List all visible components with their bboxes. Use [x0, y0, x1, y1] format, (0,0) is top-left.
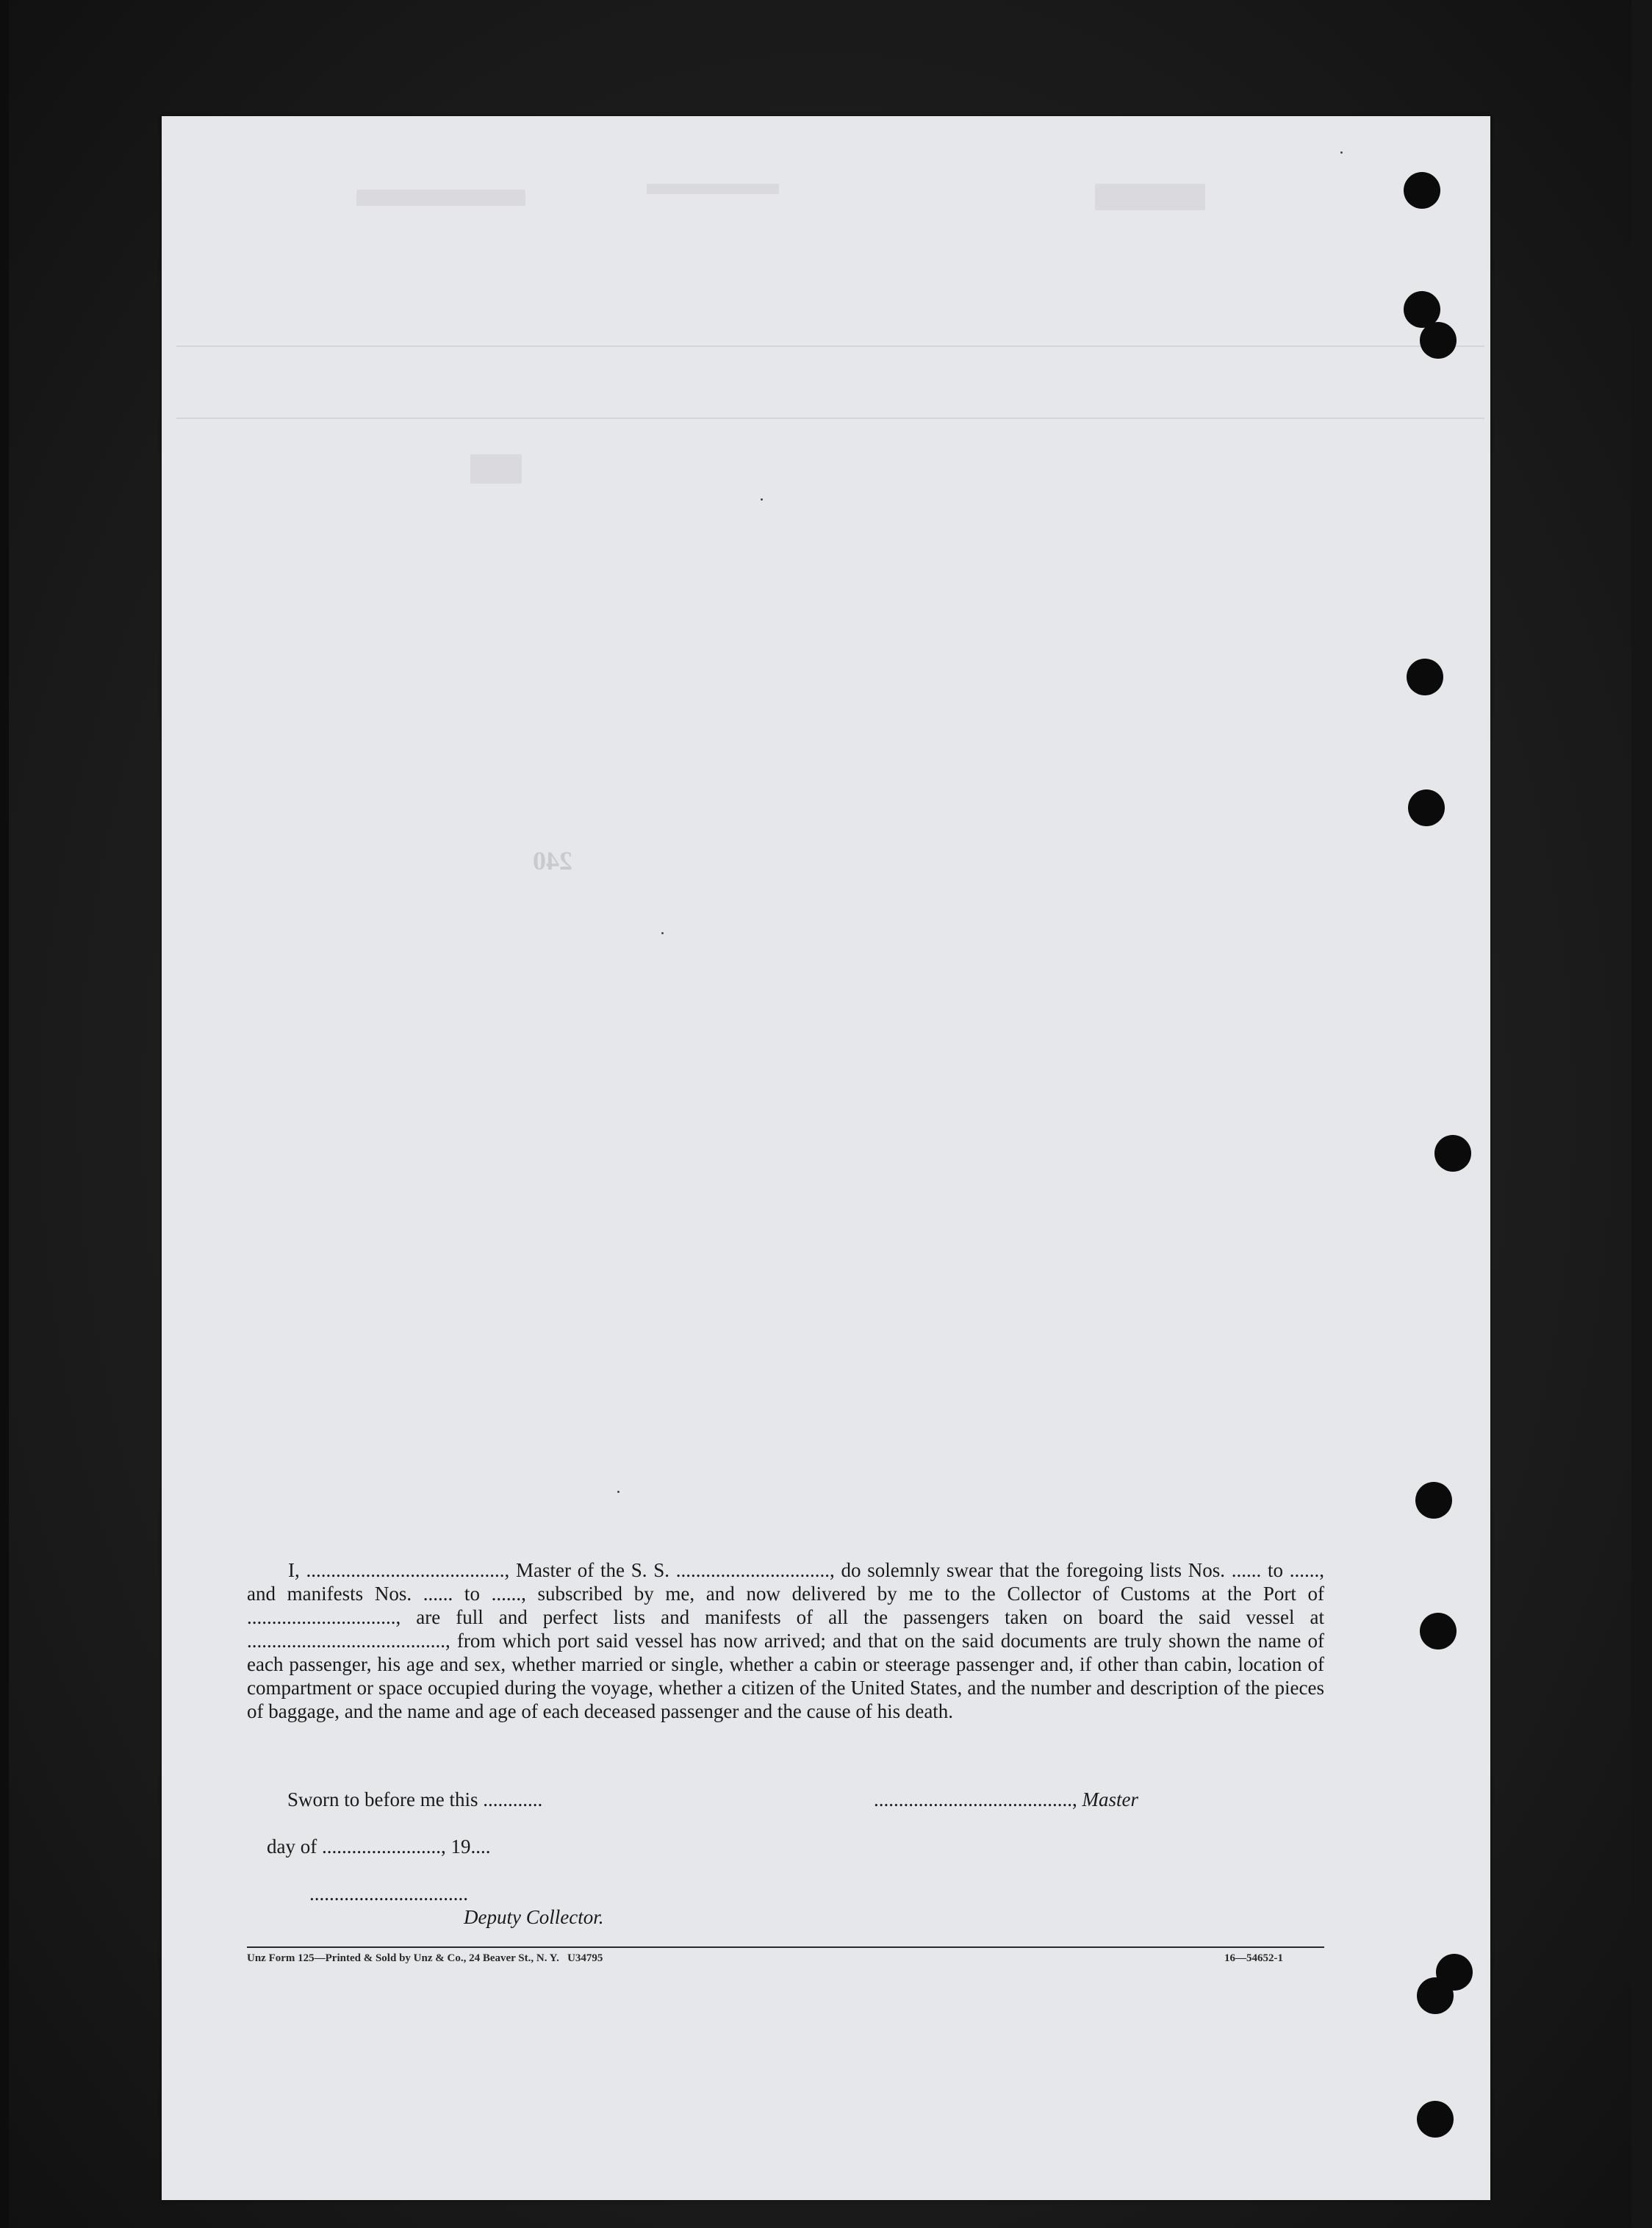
master-oath-declaration — [247, 1558, 1324, 1723]
bleed-through-mark — [356, 190, 525, 206]
speck — [617, 1491, 620, 1493]
film-edge-right — [1631, 0, 1652, 2228]
punch-hole — [1434, 1135, 1471, 1172]
bleed-through-mark — [470, 454, 522, 484]
punch-hole — [1408, 789, 1445, 826]
master-signature-dots: ........................................, — [874, 1788, 1082, 1810]
punch-hole — [1407, 659, 1443, 695]
printer-imprint: Unz Form 125—Printed & Sold by Unz & Co., 24 Beaver St., N. Y. U34795 — [247, 1952, 603, 1964]
punch-hole — [1415, 1482, 1452, 1519]
punch-hole — [1420, 1613, 1457, 1649]
punch-hole — [1420, 322, 1457, 359]
sworn-text: Sworn to before me this ............ — [287, 1788, 543, 1810]
master-label: Master — [1082, 1788, 1138, 1810]
bleed-through-mark — [1095, 184, 1205, 210]
speck — [1340, 151, 1343, 154]
bleed-through-rule — [176, 418, 1484, 419]
speck — [761, 498, 763, 501]
deputy-collector-label — [444, 1883, 603, 1952]
footer-rule — [247, 1946, 1324, 1948]
punch-hole — [1417, 2101, 1454, 2138]
oath-text: I, ........................................, Master of the S. S. ..............................., do solemnly swear that the foregoing lists Nos. ...... to ......, and manifests Nos. ...... to ......, subscribed by me, and now delivered by me to the Collector of Customs at the Port of .............................., are full and perfect lists and manifests of all the passengers taken on board the said vessel at ........................................, from which port said vessel has now arrived; and that on the said documents are truly shown the name of each passenger, his age and sex, whether married or single, whether a cabin or steerage passenger and, if other than cabin, location of compartment or space occupied during the voyage, whether a citizen of the United States, and the number and description of the pieces of baggage, and the name and age of each deceased passenger and the cause of his death. — [247, 1559, 1324, 1722]
punch-hole — [1417, 1977, 1454, 2014]
punch-hole — [1404, 172, 1440, 209]
master-signature-line — [854, 1766, 1138, 1834]
day-text: day of ........................, 19.... — [267, 1835, 491, 1858]
deputy-signature-dots — [290, 1860, 468, 1928]
deputy-dots: ................................ — [309, 1883, 468, 1905]
bleed-through-rule — [176, 345, 1484, 347]
mirrored-stamp-number: 240 — [533, 846, 572, 875]
speck — [661, 932, 664, 934]
film-edge-left — [0, 0, 9, 2228]
form-code: 16—54652-1 — [1224, 1952, 1283, 1964]
bleed-through-mark — [647, 184, 779, 194]
deputy-label: Deputy Collector. — [464, 1906, 604, 1928]
